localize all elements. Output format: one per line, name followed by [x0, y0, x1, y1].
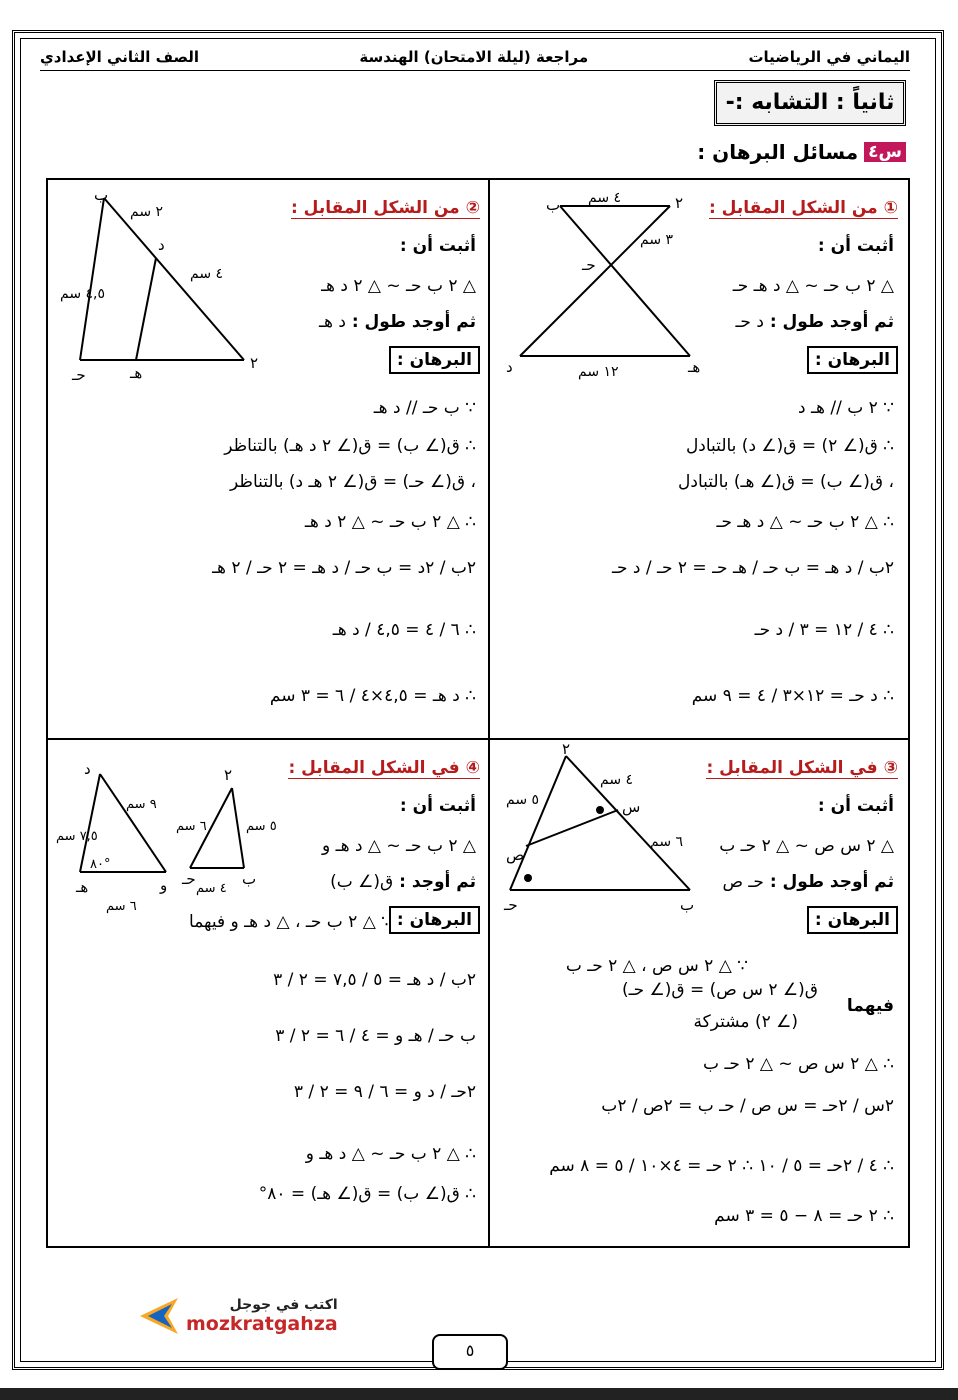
svg-text:٨٠°: ٨٠°: [90, 857, 111, 872]
p2-line-7: ∴ د هـ = ٤,٥×٤ / ٦ = ٣ سم: [269, 686, 476, 706]
p3-figure: [500, 740, 720, 920]
section-title: ثانياً : التشابه :-: [714, 80, 906, 126]
p1-prove: أثبت أن :: [817, 236, 894, 256]
p3-prove: أثبت أن :: [817, 796, 894, 816]
p2-line-3: ، ق(∠ حـ) = ق(∠ ٢ هـ د) بالتناظر: [230, 472, 476, 492]
p1-line-4: ∴ △ ٢ ب حـ ~ △ د هـ حـ: [716, 512, 894, 532]
p4-line-6: ∴ ق(∠ ب) = ق(∠ هـ) = ٨٠°: [258, 1184, 476, 1204]
p3-find: ثم أوجد طول : حـ ص: [722, 872, 894, 892]
p4-prove: أثبت أن :: [399, 796, 476, 816]
svg-text:٤ سم: ٤ سم: [196, 881, 227, 896]
header-left: الصف الثاني الإعدادي: [40, 48, 200, 66]
p4-find: ثم أوجد : ق(∠ ب): [330, 872, 476, 892]
svg-text:هـ: هـ: [130, 364, 143, 382]
p4-figure: [56, 760, 296, 920]
svg-text:س: س: [622, 798, 641, 816]
p2-figure: [60, 188, 280, 388]
p1-line-2: ∴ ق(∠ ٢) = ق(∠ د) بالتبادل: [685, 436, 894, 456]
p1-line-5: ٢ب / د هـ = ب حـ / هـ حـ = ٢ حـ / د حـ: [611, 558, 894, 578]
p3-heading: ③ في الشكل المقابل :: [706, 758, 898, 778]
p2-line-2: ∴ ق(∠ ب) = ق(∠ ٢ د هـ) بالتناظر: [224, 436, 476, 456]
svg-text:هـ: هـ: [76, 878, 89, 896]
p2-line-6: ∴ ٦ / ٤ = ٤,٥ / د هـ: [332, 620, 476, 640]
svg-text:ب: ب: [242, 870, 257, 888]
p1-find: ثم أوجد طول : د حـ: [735, 312, 894, 332]
p1-line-1: ∵ ٢ ب // هـ د: [798, 398, 894, 418]
svg-text:ص: ص: [506, 846, 525, 864]
svg-text:٢ سم: ٢ سم: [130, 204, 164, 220]
svg-text:٤ سم: ٤ سم: [600, 772, 634, 788]
p1-line-6: ∴ ٤ / ١٢ = ٣ / د حـ: [754, 620, 894, 640]
svg-text:٢: ٢: [675, 194, 684, 212]
svg-text:حـ: حـ: [72, 366, 86, 384]
p3-line-5: ∴ △ ٢ س ص ~ △ ٢ حـ ب: [703, 1054, 894, 1074]
header-right: اليماني في الرياضيات: [748, 48, 910, 66]
svg-text:٤ سم: ٤ سم: [190, 266, 224, 282]
p1-line-7: ∴ د حـ = ١٢×٣ / ٤ = ٩ سم: [691, 686, 894, 706]
p4-statement: △ ٢ ب حـ ~ △ د هـ و: [322, 836, 476, 856]
p1-figure: [500, 188, 720, 388]
p2-line-4: ∴ △ ٢ ب حـ ~ △ ٢ د هـ: [304, 512, 476, 532]
p1-statement: △ ٢ ب حـ ~ △ د هـ حـ: [732, 276, 894, 296]
p1-proof-label: البرهان :: [807, 346, 898, 374]
bottom-bar: [0, 1388, 958, 1400]
svg-text:ب: ب: [546, 196, 561, 214]
svg-text:٣ سم: ٣ سم: [640, 232, 674, 248]
p2-line-1: ∵ ب حـ // د هـ: [373, 398, 476, 418]
logo-arrow-icon: [138, 1296, 180, 1336]
p4-line-2: ٢ب / د هـ = ٥ / ٧,٥ = ٢ / ٣: [273, 970, 476, 990]
svg-text:د: د: [506, 358, 513, 376]
svg-text:٦ سم: ٦ سم: [176, 819, 207, 834]
question-text: مسائل البرهان :: [697, 140, 859, 164]
page-header: [40, 48, 910, 71]
svg-text:حـ: حـ: [582, 256, 596, 274]
p3-statement: △ ٢ س ص ~ △ ٢ حـ ب: [719, 836, 894, 856]
question-label: [697, 140, 906, 164]
svg-text:د: د: [158, 236, 165, 254]
svg-text:هـ: هـ: [688, 358, 701, 376]
p2-find: ثم أوجد طول : د هـ: [319, 312, 476, 332]
svg-text:و: و: [160, 876, 168, 894]
svg-text:ب: ب: [680, 896, 695, 914]
p2-proof-label: البرهان :: [389, 346, 480, 374]
svg-text:١٢ سم: ١٢ سم: [578, 364, 619, 380]
p3-line-1: ∵ △ ٢ س ص ، △ ٢ حـ ب: [565, 956, 748, 976]
p2-line-5: ٢ب / ٢د = ب حـ / د هـ = ٢ حـ / ٢ هـ: [212, 558, 476, 578]
p3-proof-label: البرهان :: [807, 906, 898, 934]
svg-text:حـ: حـ: [504, 896, 518, 914]
p4-proof-label: البرهان :: [389, 906, 480, 934]
svg-text:٧,٥ سم: ٧,٥ سم: [56, 829, 98, 844]
p4-line-5: ∴ △ ٢ ب حـ ~ △ د هـ و: [305, 1144, 476, 1164]
svg-text:٤ سم: ٤ سم: [588, 190, 622, 206]
p3-line-7: ∴ ٤ / ٢حـ = ٥ / ١٠ ∴ ٢ حـ = ٤×١٠ / ٥ = ٨ سم: [549, 1156, 894, 1176]
p3-line-6: ٢س / ٢حـ = س ص / حـ ب = ٢ص / ٢ب: [601, 1096, 894, 1116]
p3-line-3: (∠ ٢) مشتركة: [693, 1012, 798, 1032]
p2-prove: أثبت أن :: [399, 236, 476, 256]
svg-text:٥ سم: ٥ سم: [506, 792, 540, 808]
svg-text:٦ سم: ٦ سم: [650, 834, 684, 850]
logo-bottom-text: mozkratgahza: [186, 1313, 338, 1335]
p4-line-4: ٢حـ / د و = ٦ / ٩ = ٢ / ٣: [293, 1082, 476, 1102]
header-center: مراجعة (ليلة الامتحان) الهندسة: [359, 48, 589, 66]
p3-line-2: ق(∠ ٢ س ص) = ق(∠ حـ): [622, 980, 818, 1000]
p3-line-fihima: فيهما: [846, 996, 894, 1016]
page-number: ٥: [432, 1334, 508, 1370]
svg-text:٢: ٢: [224, 766, 233, 784]
svg-text:٥ سم: ٥ سم: [246, 819, 277, 834]
svg-text:٦ سم: ٦ سم: [106, 899, 137, 914]
question-badge: س٤: [864, 142, 906, 162]
svg-text:ب: ب: [94, 186, 109, 204]
p4-line-1: ∵ △ ٢ ب حـ ، △ د هـ و فيهما: [189, 912, 392, 932]
p2-heading: ② من الشكل المقابل :: [290, 198, 480, 218]
svg-text:٤,٥ سم: ٤,٥ سم: [60, 286, 105, 302]
p3-line-8: ∴ ٢ حـ = ٨ − ٥ = ٣ سم: [714, 1206, 894, 1226]
svg-text:حـ: حـ: [182, 870, 196, 888]
p1-line-3: ، ق(∠ ب) = ق(∠ هـ) بالتبادل: [678, 472, 894, 492]
logo-top-text: اكتب في جوجل: [229, 1297, 338, 1313]
logo: [138, 1296, 338, 1336]
svg-text:د: د: [84, 760, 91, 778]
p2-statement: △ ٢ ب حـ ~ △ ٢ د هـ: [321, 276, 476, 296]
svg-text:٩ سم: ٩ سم: [126, 797, 157, 812]
svg-text:٢: ٢: [250, 354, 259, 372]
p4-heading: ④ في الشكل المقابل :: [288, 758, 480, 778]
svg-text:٢: ٢: [562, 740, 571, 758]
p4-line-3: ب حـ / هـ و = ٤ / ٦ = ٢ / ٣: [275, 1026, 476, 1046]
p1-heading: ① من الشكل المقابل :: [708, 198, 898, 218]
